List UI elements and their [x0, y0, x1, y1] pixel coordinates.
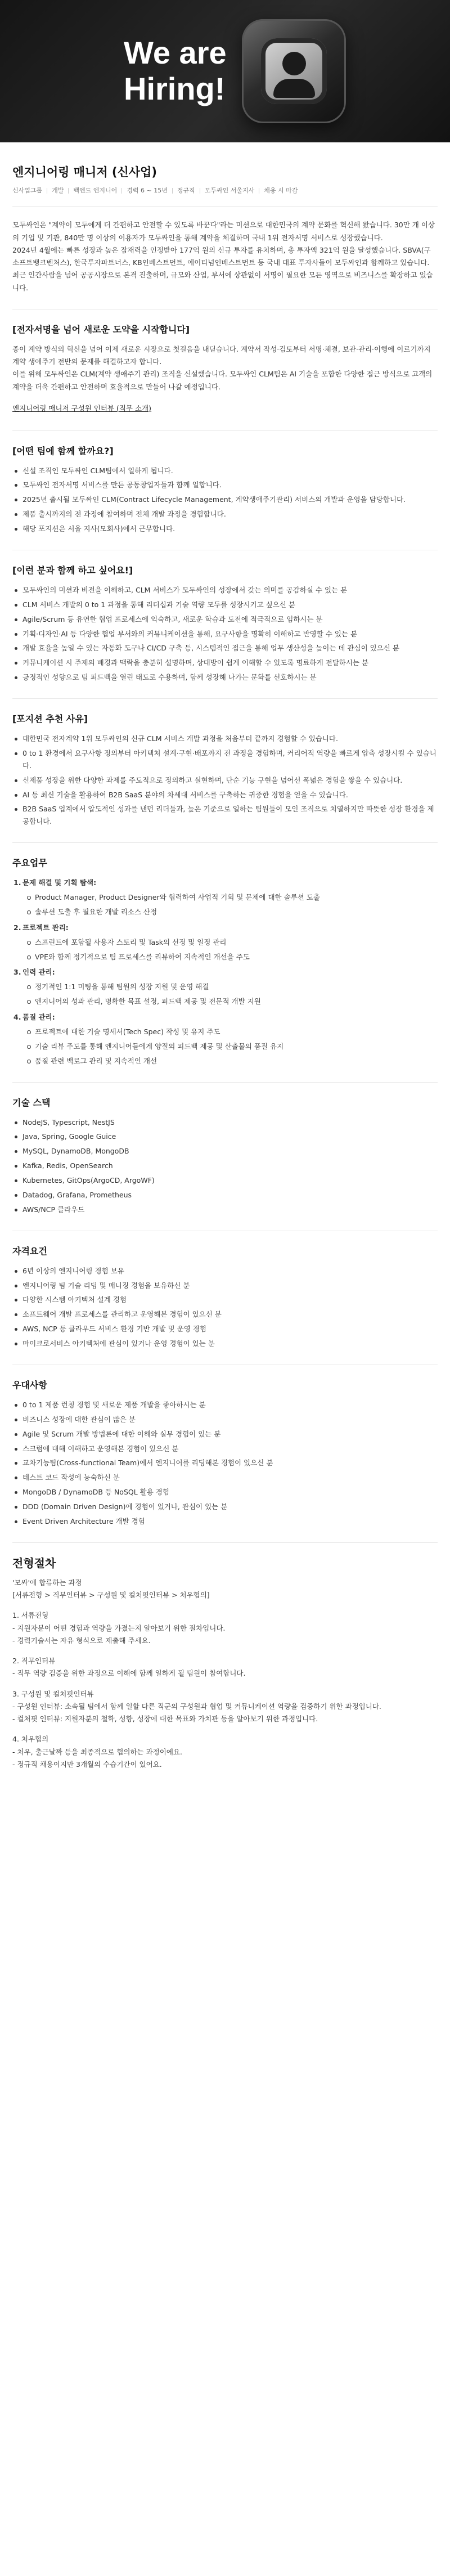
sub-item: 정기적인 1:1 미팅을 통해 팀원의 성장 지원 및 운영 해결	[25, 981, 438, 993]
section-heading: 전형절차	[12, 1556, 56, 1570]
user-profile-icon	[242, 19, 346, 123]
list-item: 마이크로서비스 아키텍처에 관심이 있거나 운영 경험이 있는 분	[12, 1338, 438, 1350]
list-item: 교차기능팀(Cross-functional Team)에서 엔지니어를 리딩해본 경험이 있으신 분	[12, 1457, 438, 1469]
list-item: AWS/NCP 클라우드	[12, 1204, 438, 1216]
tag-role: 백엔드 엔지니어	[73, 187, 118, 194]
section-heading: 주요업무	[12, 858, 47, 869]
step-line: - 경력기술서는 자유 형식으로 제출해 주세요.	[12, 1636, 151, 1645]
list-item: AI 등 최신 기술을 활용하여 B2B SaaS 분야의 차세대 서비스를 구축하는 귀중한 경험을 얻을 수 있습니다.	[12, 789, 438, 801]
list-item: Agile 및 Scrum 개발 방법론에 대한 이해와 실무 경험이 있는 분	[12, 1428, 438, 1440]
tech-stack-section	[12, 1096, 438, 1216]
duty-number: 3.	[14, 968, 21, 977]
list-item: Kafka, Redis, OpenSearch	[12, 1160, 438, 1172]
step-line: - 정규직 채용이지만 3개월의 수습기간이 있어요.	[12, 1760, 162, 1769]
list-item: 스크럼에 대해 이해하고 운영해본 경험이 있으신 분	[12, 1443, 438, 1455]
duty-sub-list	[25, 981, 438, 1008]
section-heading: [포지션 추천 사유]	[12, 713, 88, 724]
list-item: Event Driven Architecture 개발 경험	[12, 1515, 438, 1528]
section-heading: [어떤 팀에 함께 할까요?]	[12, 445, 114, 456]
process-flow: [서류전형 > 직무인터뷰 > 구성원 및 컬처핏인터뷰 > 처우협의]	[12, 1591, 210, 1599]
requirements-section	[12, 1245, 438, 1350]
duty-sub-list	[25, 891, 438, 918]
list-item: 2025년 출시될 모두싸인 CLM(Contract Lifecycle Management, 계약생애주기관리) 서비스의 개발과 운영을 담당합니다.	[12, 493, 438, 506]
section-heading: [전자서명을 넘어 새로운 도약을 시작합니다]	[12, 324, 190, 335]
team-list	[12, 465, 438, 535]
sub-item: Product Manager, Product Designer와 협력하여 사업적 기회 및 문제에 대한 솔루션 도출	[25, 891, 438, 904]
sub-item: 프로젝트에 대한 기술 명세서(Tech Spec) 작성 및 유지 주도	[25, 1026, 438, 1038]
tag-employment-type: 정규직	[177, 187, 195, 194]
recommendation-section	[12, 712, 438, 828]
list-item: 기획·디자인·AI 등 다양한 협업 부서와의 커뮤니케이션을 통해, 요구사항을 명확히 이해하고 반영할 수 있는 분	[12, 628, 438, 640]
sub-item: 솔루션 도출 후 필요한 개발 리소스 산정	[25, 906, 438, 918]
tag-experience: 경력 6 ~ 15년	[127, 187, 168, 194]
preferred-list	[12, 1399, 438, 1528]
list-item: 다양한 시스템 아키텍처 설계 경험	[12, 1294, 438, 1306]
duty-label: 프로젝트 관리:	[22, 923, 69, 932]
duty-number: 4.	[14, 1013, 21, 1021]
process-step	[12, 1733, 438, 1771]
section-paragraph: 이를 위해 모두싸인은 CLM(계약 생애주기 관리) 조직을 신설했습니다. 모두싸인 CLM팀은 AI 기술을 포함한 다양한 접근 방식으로 고객의 계약을 더욱 간편하고 안전하며 효율적으로 만들어 나갈 예정입니다.	[12, 370, 433, 391]
step-line: - 지원자분이 어떤 경험과 역량을 가졌는지 알아보기 위한 절차입니다.	[12, 1623, 226, 1632]
process-intro: '모싸'에 합류하는 과정	[12, 1578, 82, 1587]
section-heading: 기술 스택	[12, 1097, 51, 1108]
list-item: 테스트 코드 작성에 능숙하신 분	[12, 1471, 438, 1484]
hero-title-line2: Hiring!	[124, 71, 226, 106]
sub-item: 엔지니어의 성과 관리, 명확한 목표 설정, 피드백 제공 및 전문적 개발 지원	[25, 995, 438, 1008]
list-item: MySQL, DynamoDB, MongoDB	[12, 1145, 438, 1157]
list-item: MongoDB / DynamoDB 등 NoSQL 활용 경험	[12, 1486, 438, 1498]
list-item: 해당 포지션은 서울 지사(모회사)에서 근무합니다.	[12, 523, 438, 535]
requirements-list	[12, 1265, 438, 1350]
step-line: - 직무 역량 검증을 위한 과정으로 이해에 함께 일하게 될 팀원이 참여합니다.	[12, 1669, 246, 1678]
duties-section	[12, 856, 438, 1067]
list-item: 제품 출시까지의 전 과정에 참여하며 전체 개발 과정을 경험합니다.	[12, 508, 438, 520]
step-title: 1. 서류전형	[12, 1611, 49, 1620]
process-step	[12, 1609, 438, 1647]
list-item: 신설 조직인 모두싸인 CLM팀에서 일하게 됩니다.	[12, 465, 438, 477]
duty-label: 품질 관리:	[22, 1013, 55, 1021]
intro-paragraph: 모두싸인은 "계약이 모두에게 더 간편하고 안전할 수 있도록 바꾼다"라는 미션으로 대한민국의 계약 문화를 혁신해 왔습니다. 30만 개 이상의 기업 및 기관, 840만 명 이상의 이용자가 모두싸인을 통해 계약을 체결하며 국내 1위 전자서명 서비스로 성장했습니다.	[12, 221, 435, 242]
team-section	[12, 445, 438, 535]
ideal-candidate-list	[12, 584, 438, 684]
list-item: Datadog, Grafana, Prometheus	[12, 1189, 438, 1201]
section-heading: [이런 분과 함께 하고 싶어요!]	[12, 564, 133, 576]
duty-number: 2.	[14, 923, 21, 932]
list-item: DDD (Domain Driven Design)에 경험이 있거나, 관심이 있는 분	[12, 1501, 438, 1513]
sub-item: VPE와 함께 정기적으로 팀 프로세스를 리뷰하여 지속적인 개선을 주도	[25, 951, 438, 963]
hero-title	[124, 35, 227, 107]
duty-sub-list	[25, 936, 438, 963]
step-title: 4. 처우협의	[12, 1735, 49, 1744]
list-item: B2B SaaS 업계에서 압도적인 성과를 낸던 리더들과, 높은 기준으로 일하는 팀원들이 모인 조직으로 치열하지만 따뜻한 성장 환경을 제공합니다.	[12, 803, 438, 828]
hero-banner	[0, 0, 450, 142]
interview-link[interactable]: 엔지니어링 매니저 구성원 인터뷰 (직무 소개)	[12, 403, 151, 412]
duty-label: 인력 관리:	[22, 968, 55, 977]
list-item: 엔지니어링 팀 기술 리딩 및 매니징 경험을 보유하신 분	[12, 1280, 438, 1292]
duty-item	[12, 877, 438, 918]
section-paragraph: 종이 계약 방식의 혁신을 넘어 이제 새로운 시장으로 첫걸음을 내딛습니다. 계약서 작성·검토부터 서명·체결, 보관·관리·이행에 이르기까지 계약 생애주기 전반의 문제를 해결하고자 합니다.	[12, 344, 431, 366]
tag-job-group: 개발	[52, 187, 64, 194]
list-item: AWS, NCP 등 클라우드 서비스 환경 기반 개발 및 운영 경험	[12, 1323, 438, 1335]
list-item: CLM 서비스 개발의 0 to 1 과정을 통해 리더십과 기술 역량 모두를 성장시키고 싶으신 분	[12, 599, 438, 611]
step-line: - 처우, 출근날짜 등을 최종적으로 협의하는 과정이에요.	[12, 1747, 182, 1756]
intro-section	[12, 219, 438, 294]
list-item: 대한민국 전자계약 1위 모두싸인의 신규 CLM 서비스 개발 과정을 처음부터 끝까지 경험할 수 있습니다.	[12, 733, 438, 745]
list-item: 긍정적인 성향으로 팀 피드백을 열린 태도로 수용하며, 함께 성장해 나가는 문화를 선호하시는 분	[12, 671, 438, 684]
intro-paragraph: 2024년 4월에는 빠른 성장과 높은 잠재력을 인정받아 177억 원의 신규 투자를 유치하며, 총 투자액 321억 원을 달성했습니다. SBVA(구 소프트뱅크벤처스), 한국투자파트너스, KB인베스트먼트, 에이티넘인베스트먼트 등 국내 대표 투자사들이 모두싸인과 함께하고 있습니다.	[12, 245, 431, 267]
step-title: 2. 직무인터뷰	[12, 1657, 56, 1665]
list-item: 커뮤니케이션 시 주제의 배경과 맥락을 충분히 설명하며, 상대방이 쉽게 이해할 수 있도록 명료하게 전달하시는 분	[12, 657, 438, 669]
process-section	[12, 1556, 438, 1771]
tag-deadline: 채용 시 마감	[264, 187, 298, 194]
duty-item	[12, 922, 438, 963]
sub-item: 기술 리뷰 주도를 통해 엔지니어들에게 양질의 피드백 제공 및 산출물의 품질 유지	[25, 1040, 438, 1053]
duty-item	[12, 966, 438, 1008]
step-line: - 컬처핏 인터뷰: 지원자분의 철학, 성향, 성장에 대한 목표와 가치관 등을 알아보기 위한 과정입니다.	[12, 1715, 318, 1723]
list-item: 소프트웨어 개발 프로세스를 관리하고 운영해본 경험이 있으신 분	[12, 1308, 438, 1321]
list-item: Agile/Scrum 등 유연한 협업 프로세스에 익숙하고, 새로운 학습과 도전에 적극적으로 임하시는 분	[12, 613, 438, 626]
ideal-candidate-section	[12, 564, 438, 684]
section-heading: 우대사항	[12, 1379, 47, 1390]
recommendation-list	[12, 733, 438, 828]
list-item: 0 to 1 환경에서 요구사항 정의부터 아키텍처 설계·구현·배포까지 전 과정을 경험하며, 커리어적 역량을 빠르게 압축 성장시킬 수 있습니다.	[12, 747, 438, 772]
tech-stack-list	[12, 1116, 438, 1216]
list-item: 개발 효율을 높일 수 있는 자동화 도구나 CI/CD 구축 등, 시스템적인 접근을 통해 업무 생산성을 높이는 데 관심이 있으신 분	[12, 642, 438, 654]
intro-paragraph: 최근 인간사람을 넘어 공공시장으로 본격 진출하며, 규모와 산업, 부서에 상관없이 서명이 필요한 모든 영역으로 비즈니스를 확장하고 있습니다.	[12, 271, 433, 292]
duty-number: 1.	[14, 878, 21, 887]
job-posting	[0, 164, 450, 1788]
hero-title-line1: We are	[124, 35, 227, 70]
sub-item: 스프린트에 포함될 사용자 스토리 및 Task의 선정 및 일정 관리	[25, 936, 438, 949]
job-tags	[12, 185, 438, 196]
duty-sub-list	[25, 1026, 438, 1067]
step-title: 3. 구성원 및 컬처핏인터뷰	[12, 1689, 94, 1698]
new-business-section	[12, 323, 438, 416]
process-step	[12, 1688, 438, 1726]
duty-item	[12, 1011, 438, 1067]
list-item: 모두싸인의 미션과 비전을 이해하고, CLM 서비스가 모두싸인의 성장에서 갖는 의미를 공감하실 수 있는 분	[12, 584, 438, 596]
list-item: Java, Spring, Google Guice	[12, 1130, 438, 1143]
tag-department: 신사업그룹	[12, 187, 43, 194]
preferred-section	[12, 1379, 438, 1528]
sub-item: 품질 관련 백로그 관리 및 지속적인 개선	[25, 1055, 438, 1067]
divider	[12, 206, 438, 207]
list-item: 6년 이상의 엔지니어링 경험 보유	[12, 1265, 438, 1277]
list-item: 신제품 성장을 위한 다양한 과제를 주도적으로 정의하고 실현하며, 단순 기능 구현을 넘어선 폭넓은 경험을 쌓을 수 있습니다.	[12, 774, 438, 787]
list-item: 0 to 1 제품 런칭 경험 및 새로운 제품 개발을 좋아하시는 분	[12, 1399, 438, 1411]
list-item: Kubernetes, GitOps(ArgoCD, ArgoWF)	[12, 1174, 438, 1187]
duties-list	[12, 877, 438, 1067]
list-item: 비즈니스 성장에 대한 관심이 많은 분	[12, 1413, 438, 1426]
job-title: 엔지니어링 매니저 (신사업)	[12, 165, 157, 179]
duty-label: 문제 해결 및 기획 탐색:	[22, 878, 97, 887]
list-item: NodeJS, Typescript, NestJS	[12, 1116, 438, 1129]
step-line: - 구성원 인터뷰: 소속될 팀에서 함께 일할 다른 직군의 구성원과 협업 및 커뮤니케이션 역량을 검증하기 위한 과정입니다.	[12, 1702, 381, 1711]
section-heading: 자격요건	[12, 1245, 47, 1256]
tag-location: 모두싸인 서울지사	[204, 187, 255, 194]
process-step	[12, 1655, 438, 1680]
list-item: 모두싸인 전자서명 서비스를 만든 공동창업자들과 함께 일합니다.	[12, 479, 438, 491]
